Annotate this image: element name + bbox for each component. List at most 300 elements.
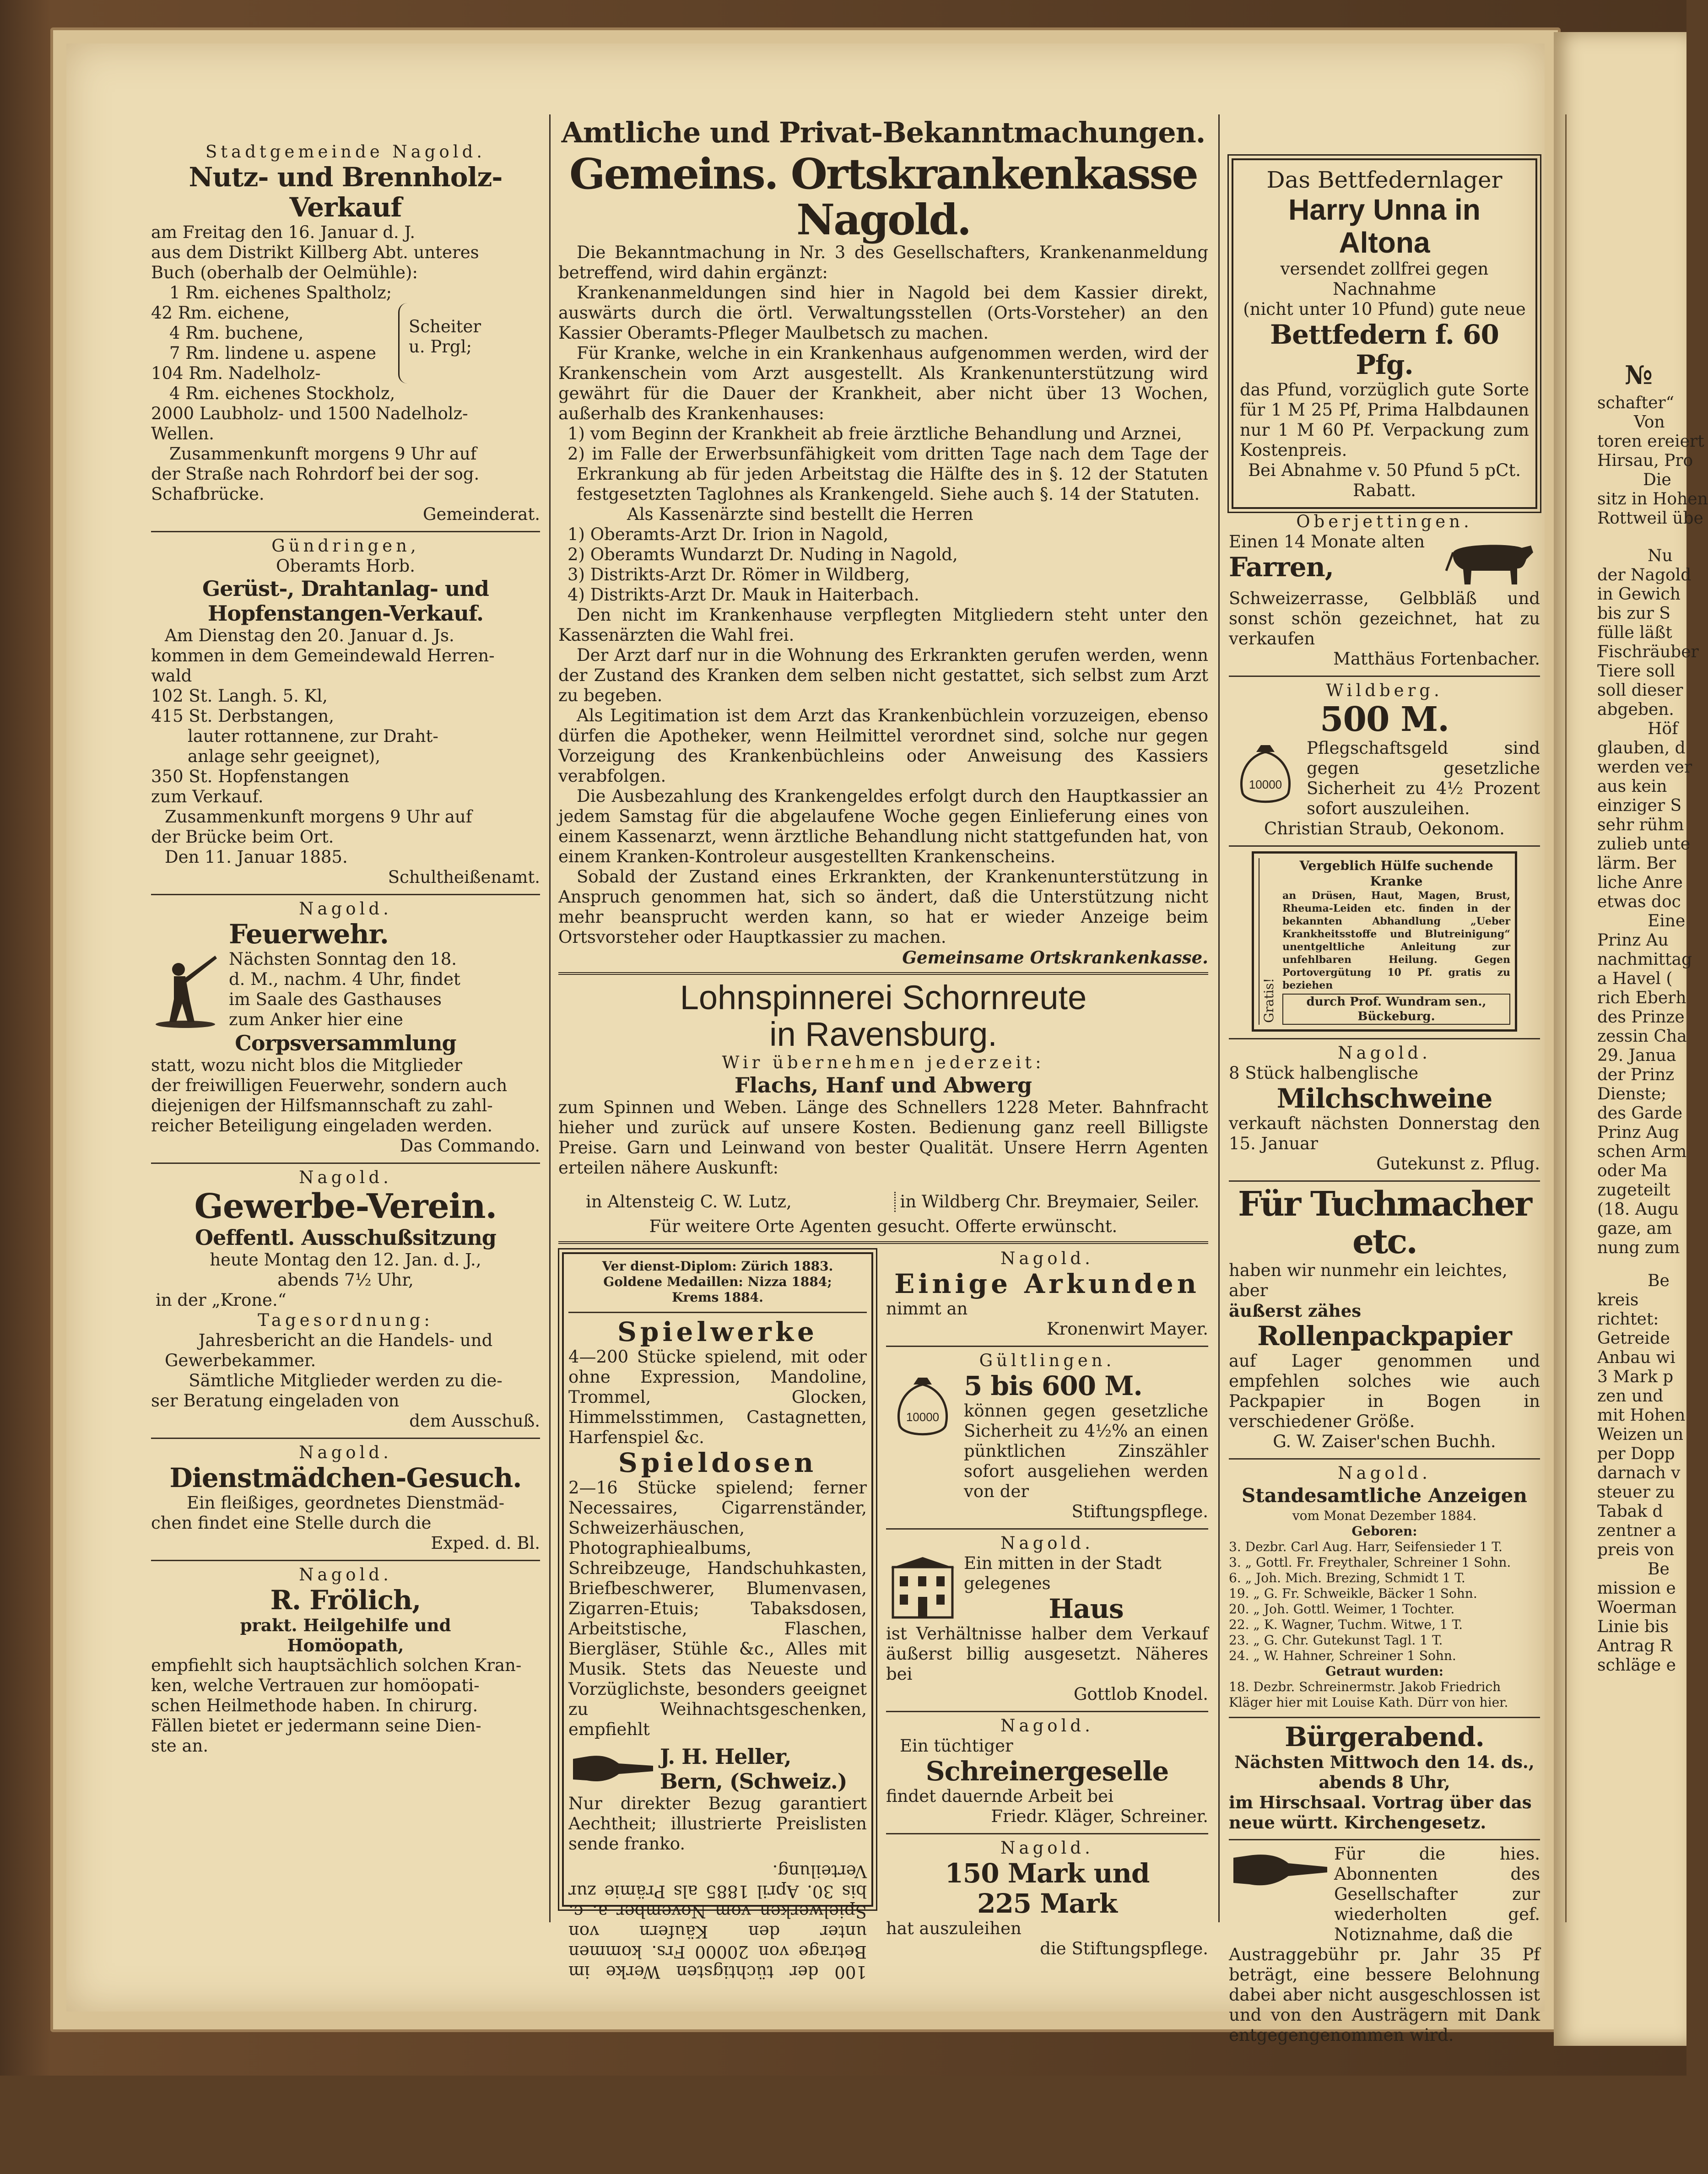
notice-place: Nagold. (299, 1168, 392, 1187)
text-line: oder Ma (1597, 1162, 1667, 1180)
signature: G. W. Zaiser'schen Buchh. (1273, 1432, 1496, 1451)
notice-title: 500 M. (1320, 700, 1449, 739)
text-line: Eine (1648, 912, 1686, 930)
ad-title: Spieldosen (618, 1447, 817, 1478)
divider (558, 972, 1208, 975)
notice-sub: Oberamts Horb. (276, 556, 416, 576)
text-line: sitz in Hohen (1597, 490, 1708, 508)
notice-sub: Homöopath, (287, 1635, 404, 1655)
text-line: im Saale des Gasthauses (229, 990, 442, 1009)
paragraph: 2) Oberamts Wundarzt Dr. Nuding in Nagold, (568, 545, 958, 564)
notice-title: Gerüst-, Drahtanlag- und Hopfenstangen-Verkauf. (202, 576, 489, 626)
paragraph: Als Kassenärzte sind bestellt die Herren (627, 504, 973, 524)
list-item: 6. „ Joh. Mich. Brezing, Schmidt 1 T. (1229, 1570, 1465, 1585)
text-line: d. M., nachm. 4 Uhr, findet (229, 969, 460, 989)
text-line: Jahresbericht an die Handels- und (198, 1330, 493, 1350)
text-line: fülle läßt (1597, 623, 1672, 642)
ad-sub: Wir übernehmen jederzeit: (722, 1053, 1045, 1072)
text-line: Prinz Aug (1597, 1123, 1679, 1142)
text-line: Am Dienstag den 20. Januar d. Js. (165, 626, 454, 645)
text-line: steuer zu (1597, 1483, 1675, 1502)
text-line: sehr rühm (1597, 816, 1684, 834)
paragraph: Sobald der Zustand eines Erkrankten, der Krankenunterstützung in Anspruch genommen hat, sich so ändert, daß die Unterstützung nicht mehr beansprucht werden kann, so hat er wieder Anzeige beim Ortsvorsteher oder Hauptkassier zu machen. (558, 867, 1208, 947)
spielwerke-ad (562, 1252, 873, 1982)
text-line: zessin Cha (1597, 1027, 1687, 1046)
text-line: heute Montag den 12. Jan. d. J., (210, 1250, 481, 1270)
text-line: abgeben. (1597, 700, 1674, 719)
text-line: des Prinze (1597, 1008, 1685, 1027)
notice-title: 5 bis 600 M. (964, 1370, 1142, 1401)
text-line: Prinz Au (1597, 931, 1669, 950)
divider (151, 1438, 540, 1439)
text-line: abends 8 Uhr, (1319, 1772, 1450, 1792)
kasse-title: Gemeins. Ortskrankenkasse Nagold. (569, 149, 1197, 244)
text-line: Buch (oberhalb der Oelmühle): (151, 263, 418, 282)
text-line: 8 Stück halbenglische (1229, 1063, 1419, 1083)
ad-title: in Ravensburg. (769, 1015, 997, 1053)
text-line: hat auszuleihen (886, 1919, 1022, 1938)
ad-title: Das Bettfedernlager (1266, 167, 1503, 193)
text-line: rich Eberh (1597, 989, 1686, 1007)
text-line: am Freitag den 16. Januar d. J. (151, 222, 416, 242)
notice-title: Dienstmädchen-Gesuch. (169, 1462, 522, 1493)
text-line: des Garde (1597, 1104, 1683, 1123)
signature: Gemeinderat. (422, 504, 540, 524)
firm-row (568, 1744, 867, 1794)
text-line: 4 Rm. buchene, (169, 323, 304, 343)
text-line: zulieb unte (1597, 835, 1691, 854)
text-line: Zusammenkunft morgens 9 Uhr auf (169, 444, 477, 464)
ad-foot: Für weitere Orte Agenten gesucht. Offerte erwünscht. (649, 1217, 1118, 1236)
small-ads (886, 1249, 1208, 1959)
text-line: anlage sehr geeignet), (188, 746, 381, 766)
text-line: Den 11. Januar 1885. (165, 847, 348, 867)
ad-text: zum Spinnen und Weben. Länge des Schnellers 1228 Meter. Bahnfracht hieher und zurück auf unsere Kosten. Bedienung ganz reell Billigste Preise. Garn und Leinwand von bester Qualität. Unsere Herrn Agenten erteilen nähere Auskunft: (558, 1098, 1208, 1178)
text-line: Rabatt. (1352, 481, 1416, 500)
text-line: per Dopp (1597, 1444, 1675, 1463)
list-item: 18. Dezbr. Schreinermstr. Jakob Friedrich Kläger hier mit Louise Kath. Dürr von hier. (1229, 1679, 1508, 1710)
text-line: Wellen. (151, 424, 215, 443)
notice-body (151, 626, 540, 867)
ad-text: ist Verhältnisse halber dem Verkauf äußerst billig ausgesetzt. Näheres bei (886, 1624, 1208, 1684)
side-label: Gratis! (1259, 858, 1279, 1025)
ad-text: an Drüsen, Haut, Magen, Brust, Rheuma-Leiden etc. finden in der bekannten Abhandlung „Ueber Krankheitsstoffe und Blutreinigung“ unentgeltliche Anleitung zur unfehlbaren Heilung. Gegen Portovergütung 10 Pf. gratis zu beziehen (1282, 890, 1510, 991)
text-line: in der „Krone.“ (156, 1290, 286, 1310)
notice-sub: vom Monat Dezember 1884. (1292, 1508, 1477, 1523)
text-line: Schafbrücke. (151, 484, 265, 504)
text-line: werden ver (1597, 758, 1692, 777)
signature: Gottlob Knodel. (1073, 1684, 1208, 1704)
text-line: toren ereiert (1597, 432, 1704, 451)
text-line: 7 Rm. lindene u. aspene (169, 343, 377, 363)
paragraph: Krankenanmeldungen sind hier in Nagold bei dem Kassier direkt, auswärts durch die örtl. Verwaltungsstellen (Orts-Vorsteher) an den Kassier Oberamts-Pfleger Maulbetsch zu machen. (558, 283, 1208, 343)
text-line: findet dauernde Arbeit bei (886, 1786, 1113, 1806)
text-line: diejenigen der Hilfsmannschaft zu zahl- (151, 1096, 493, 1115)
text-line: 3 Mark p (1597, 1368, 1674, 1386)
list-item: 3. Dezbr. Carl Aug. Harr, Seifensieder 1 T. (1229, 1539, 1503, 1554)
house-block (886, 1553, 1208, 1624)
text-line: 42 Rm. eichene, (151, 303, 290, 323)
money-bag-icon (1229, 738, 1307, 819)
notice-title: 225 Mark (977, 1888, 1117, 1919)
text-line: Ein fleißiges, geordnetes Dienstmäd- (186, 1493, 505, 1513)
signature: durch Prof. Wundram sen., Bückeburg. (1282, 994, 1510, 1025)
paragraph: Als Legitimation ist dem Arzt das Krankenbüchlein vorzuzeigen, ebenso dürfen die Apotheker, wenn Heilmittel verordnet sind, solche nur gegen Vorzeigung des Krankenbüchleins oder Anweisung des Kassiers verabfolgen. (558, 706, 1208, 786)
notice-title: Milchschweine (1276, 1083, 1492, 1114)
paragraph: Die Ausbezahlung des Krankengeldes erfolgt durch den Hauptkassier an jedem Samstag für die abgelaufene Woche gegen Einlieferung eines von einem Kassenarzt, wenn ärztliche Behandlung nicht stattgefunden hat, von einem Kranken-Kontroleur ausgestellten Krankenscheins. (558, 786, 1208, 866)
notice-place: Nagold. (299, 1443, 392, 1462)
divider (151, 531, 540, 532)
text-line: zentner a (1597, 1521, 1676, 1540)
text-line: bis zur S (1597, 604, 1670, 623)
text-line: gaze, am (1597, 1219, 1672, 1238)
bracket-label: Scheiter u. Prgl; (398, 303, 490, 384)
text-line: ken, welche Vertrauen zur homöopati- (151, 1676, 480, 1695)
text-line: ser Beratung eingeladen von (151, 1391, 400, 1411)
list-item: 23. „ G. Chr. Gutekunst Tagl. 1 T. (1229, 1633, 1443, 1648)
ad-title: Harry Unna in Altona (1288, 193, 1481, 259)
agent-altensteig: in Altensteig C. W. Lutz, (558, 1192, 896, 1212)
text-line: Rottweil übe (1597, 509, 1703, 528)
divider (568, 1312, 867, 1313)
notice-place: Wildberg. (1326, 681, 1443, 700)
notice-body (151, 1055, 540, 1136)
text-line: nachmittag (1597, 950, 1692, 969)
text-line: № (1625, 360, 1652, 390)
signature: Gemeinsame Ortskrankenkasse. (902, 947, 1208, 968)
bracket-group (151, 303, 540, 384)
notice-title: Haus (1049, 1593, 1124, 1624)
text-line: der Straße nach Rohrdorf bei der sog. (151, 464, 480, 484)
award-line: Ver dienst-Diplom: Zürich 1883. (602, 1259, 833, 1274)
ad-text: Schweizerrasse, Gelbbläß und sonst schön gezeichnet, hat zu verkaufen (1229, 589, 1540, 649)
text-line: schläge e (1597, 1656, 1676, 1675)
award-line: Krems 1884. (672, 1290, 763, 1305)
feuerwehr-block (151, 919, 540, 1031)
paragraph: 3) Distrikts-Arzt Dr. Römer in Wildberg, (568, 565, 910, 584)
divider (1229, 1038, 1540, 1039)
text-line: chen findet eine Stelle durch die (151, 1513, 432, 1533)
text-line: Weizen un (1597, 1425, 1684, 1444)
text-line: Be (1648, 1560, 1670, 1579)
text-line: nung zum (1597, 1238, 1680, 1257)
farren-block (1229, 532, 1540, 589)
text-line: richtet: (1597, 1310, 1659, 1329)
text-line: in Gewich (1597, 585, 1681, 604)
list-item: 20. „ Joh. Gottl. Weimer, 1 Tochter. (1229, 1601, 1455, 1617)
kasse-body (558, 243, 1208, 947)
list-item: 19. „ G. Fr. Schweikle, Bäcker 1 Sohn. (1229, 1586, 1477, 1601)
text-line: schen Heilmethode haben. In chirurg. (151, 1696, 478, 1715)
text-line: Bei Abnahme v. 50 Pfund 5 pCt. (1248, 460, 1521, 480)
ad-title: Lohnspinnerei Schornreute (680, 979, 1087, 1017)
text-line: Sämtliche Mitglieder werden zu die- (189, 1371, 503, 1390)
notice-subtitle: Corpsversammlung (235, 1031, 456, 1055)
column-next-page (1597, 357, 1708, 2174)
inverted-text: 100 der tüchtigsten Werke im Betrage von 20000 Frs. kommen unter den Käufern von Spielwerken vom November a. c. bis 30. April 1885 als Prämie zur Verteilung. (568, 1861, 867, 1982)
text-line: Anbau wi (1597, 1348, 1676, 1367)
ad-text: können gegen gesetzliche Sicherheit zu 4½% an einen pünktlichen Zinszähler sofort ausgeliehen werden von der (964, 1401, 1208, 1501)
notice-title: Gewerbe-Verein. (194, 1187, 497, 1226)
text-line: (nicht unter 10 Pfund) gute neue (1243, 299, 1526, 319)
notice-place: Stadtgemeinde Nagold. (205, 142, 486, 162)
notice-title: Rollenpackpapier (1257, 1320, 1512, 1352)
text-line: der freiwilligen Feuerwehr, sondern auch (151, 1076, 508, 1095)
text-line: Woerman (1597, 1598, 1677, 1617)
text-line: etwas doc (1597, 892, 1681, 911)
notice-title: Einige Arkunden (894, 1268, 1200, 1299)
text-line: statt, wozu nicht blos die Mitglieder (151, 1055, 462, 1075)
text-line: Tabak d (1597, 1502, 1663, 1521)
notice-title: Schreinergeselle (925, 1756, 1169, 1787)
signature: die Stiftungspflege. (1040, 1939, 1208, 1958)
list-item: 22. „ K. Wagner, Tuchm. Witwe, 1 T. (1229, 1617, 1463, 1632)
wundram-ad (1252, 851, 1517, 1032)
text-line: Einen 14 Monate alten (1229, 532, 1425, 552)
house-icon (886, 1553, 964, 1624)
text-line: zum Anker hier eine (229, 1010, 403, 1029)
text-line: zum Verkauf. (151, 787, 264, 806)
paragraph: Die Bekanntmachung in Nr. 3 des Gesellschafters, Krankenanmeldung betreffend, wird dahin ergänzt: (558, 243, 1208, 282)
signature: Stiftungspflege. (1071, 1502, 1208, 1521)
ad-goods: Flachs, Hanf und Abwerg (734, 1073, 1032, 1098)
text-line: empfiehlt sich hauptsächlich solchen Kran- (151, 1655, 522, 1675)
signature: Matthäus Fortenbacher. (1333, 649, 1540, 669)
award-line: Goldene Medaillen: Nizza 1884; (603, 1274, 832, 1289)
divider (886, 1833, 1208, 1834)
text-line: Getreide (1597, 1329, 1670, 1348)
agents (558, 1192, 1208, 1212)
column-rule (549, 114, 551, 1922)
ad-text: Nur direkter Bezug garantiert Aechtheit; illustrierte Preislisten sende franko. (568, 1794, 867, 1854)
text-line: zen und (1597, 1387, 1664, 1406)
text-line: ste an. (151, 1736, 209, 1756)
text-line: schen Arm (1597, 1142, 1687, 1161)
text-line: 4 Rm. eichenes Stockholz, (169, 384, 395, 403)
signature: Exped. d. Bl. (431, 1533, 540, 1553)
notice-place: Nagold. (1000, 1533, 1094, 1553)
text-line: Fischräuber (1597, 643, 1699, 661)
divider (1229, 676, 1540, 677)
abo-block (1229, 1844, 1540, 1945)
notice-place: Nagold. (299, 899, 392, 919)
notice-sub: prakt. Heilgehilfe und (240, 1615, 451, 1635)
text-line: mit Hohen (1597, 1406, 1686, 1425)
column-rule (1218, 114, 1220, 1922)
notice-place: Nagold. (1000, 1838, 1094, 1858)
notice-place: Gündringen, (271, 536, 420, 556)
birth-list (1229, 1539, 1540, 1664)
text-line: einziger S (1597, 796, 1682, 815)
firm-city: Bern, (Schweiz.) (660, 1769, 847, 1794)
column-1 (151, 114, 540, 1931)
firefighter-icon (151, 919, 229, 1031)
ad-text: das Pfund, vorzüglich gute Sorte für 1 M 25 Pf, Prima Halbdaunen nur 1 M 60 Pf. Verpackung zum Kostenpreis. (1240, 380, 1529, 460)
text-line: versendet zollfrei gegen Nachnahme (1280, 259, 1489, 299)
notice-title: Bürgerabend. (1285, 1721, 1484, 1752)
paragraph: Den nicht im Krankenhause verpflegten Mitgliedern steht unter den Kassenärzten die Wahl frei. (558, 605, 1208, 645)
paragraph: 4) Distrikts-Arzt Dr. Mauk in Haiterbach. (568, 585, 919, 605)
text-line: Von (1634, 413, 1665, 432)
paragraph: Für Kranke, welche in ein Krankenhaus aufgenommen werden, wird der Krankenschein vom Arzt ausgestellt. Als Krankenunterstützung wird gewährt für die Dauer der Krankheit, aber nicht über 13 Wochen, außerhalb des Krankenhauses: (558, 343, 1208, 423)
text-line: preis von (1597, 1541, 1675, 1559)
text-line: reicher Beteiligung eingeladen werden. (151, 1116, 493, 1136)
text-line: a Havel ( (1597, 969, 1673, 988)
text-line: lärm. Ber (1597, 854, 1676, 873)
clipped-text (1597, 357, 1708, 1675)
divider (558, 1241, 1208, 1244)
divider (151, 894, 540, 895)
notice-title: Für Tuchmacher etc. (1238, 1184, 1531, 1261)
notice-place: Nagold. (1338, 1463, 1431, 1483)
notice-place: Gültlingen. (979, 1351, 1115, 1370)
text-line: (18. Augu (1597, 1200, 1679, 1219)
text-line: 102 St. Langh. 5. Kl, (151, 686, 328, 706)
text-line: Be (1648, 1271, 1670, 1290)
ad-text: verkauft nächsten Donnerstag den 15. Januar (1229, 1114, 1540, 1153)
text-line: kreis (1597, 1291, 1639, 1309)
text-line: 1 Rm. eichenes Spaltholz; (169, 283, 392, 303)
text-line: der Brücke beim Ort. (151, 827, 334, 847)
list-item: 3. „ Gottl. Fr. Freythaler, Schreiner 1 Sohn. (1229, 1555, 1511, 1570)
text-line: 415 St. Derbstangen, (151, 706, 334, 726)
notice-place: Nagold. (1000, 1249, 1094, 1268)
list-item: 24. „ W. Hahner, Schreiner 1 Sohn. (1229, 1648, 1456, 1663)
text-line: aus dem Distrikt Killberg Abt. unteres (151, 243, 479, 262)
paragraph: 1) vom Beginn der Krankheit ab freie ärztliche Behandlung und Arznei, (568, 424, 1182, 443)
text-line: 104 Rm. Nadelholz- (151, 363, 321, 383)
text-line: 2000 Laubholz- und 1500 Nadelholz- (151, 404, 468, 423)
ad-title: Spielwerke (617, 1316, 818, 1347)
text-line: der Nagold (1597, 566, 1692, 584)
section-header: Amtliche und Privat-Bekanntmachungen. (561, 116, 1205, 149)
text-line: Antrag R (1597, 1637, 1672, 1655)
text-line: Nächsten Sonntag den 18. (229, 949, 457, 969)
paragraph: Der Arzt darf nur in die Wohnung des Erkrankten gerufen werden, wenn der Zustand des Kranken dem selben nicht gestattet, sich selbst zum Arzt zu begeben. (558, 645, 1208, 705)
signature: Kronenwirt Mayer. (1046, 1319, 1208, 1339)
notice-place: Nagold. (1000, 1716, 1094, 1736)
text-line: darnach v (1597, 1464, 1681, 1482)
notice-place: Nagold. (299, 1565, 392, 1585)
text-line: zugeteilt (1597, 1181, 1670, 1200)
text-line: 350 St. Hopfenstangen (151, 767, 349, 786)
firm-name: J. H. Heller, (660, 1744, 791, 1769)
divider (886, 1346, 1208, 1347)
signature: Das Commando. (400, 1136, 540, 1156)
pointing-hand-icon (1229, 1844, 1334, 1945)
text-line: liche Anre (1597, 873, 1683, 892)
text-line: schafter“ (1597, 394, 1674, 412)
text-line: Linie bis (1597, 1617, 1669, 1636)
notice-body (151, 1493, 540, 1533)
text-line: nimmt an (886, 1299, 968, 1319)
ad-text: 2—16 Stücke spielend; ferner Necessaires, Cigarrenständer, Schweizerhäuschen, Photographiealbums, Schreibzeuge, Handschuhkasten, Briefbeschwerer, Blumenvasen, Zigarren-Etuis; Tabaksdosen, Arbeitstische, Flaschen, Biergläser, Stühle &c., Alles mit Musik. Stets das Neueste und Vorzüglichste, besonders geeignet zu Weihnachtsgeschenken, empfiehlt (568, 1478, 867, 1739)
text-line: kommen in dem Gemeindewald Herren- (151, 646, 495, 665)
ad-text: 4—200 Stücke spielend, mit oder ohne Expression, Mandoline, Trommel, Glocken, Himmelsstimmen, Castagnetten, Harfenspiel &c. (568, 1347, 867, 1447)
lohnspinnerei-ad (558, 979, 1208, 1237)
divider (151, 1560, 540, 1561)
divider (1229, 1180, 1540, 1182)
ad-text: Pflegschaftsgeld sind gegen gesetzliche Sicherheit zu 4½ Prozent sofort auszuleihen. (1307, 738, 1540, 818)
page-gutter (1565, 114, 1567, 1922)
divider (886, 1528, 1208, 1530)
notice-title: Standesamtliche Anzeigen (1242, 1484, 1527, 1507)
notice-title: 150 Mark und (945, 1858, 1150, 1889)
text-line: der Prinz (1597, 1065, 1675, 1084)
text-line: abends 7½ Uhr, (277, 1270, 414, 1290)
money-block (886, 1371, 1208, 1502)
text-line: Nächsten Mittwoch den 14. ds., (1234, 1752, 1535, 1772)
text-line: haben wir nunmehr ein leichtes, aber (1229, 1260, 1508, 1300)
column-3 (1229, 114, 1540, 2045)
paragraph: 2) im Falle der Erwerbsunfähigkeit vom dritten Tage nach dem Tage der Erkrankung ab für jeden Arbeitstag die Hälfte des in §. 12 der Statuten festgesetzten Taglohnes als Krankengeld. Siehe auch §. 14 der Statuten. (568, 444, 1208, 504)
divider (1229, 845, 1540, 847)
text-line: Nu (1648, 546, 1673, 565)
signature: Christian Straub, Oekonom. (1264, 819, 1505, 838)
text-line: Höf (1648, 719, 1678, 738)
money-bag-icon (886, 1371, 964, 1502)
text-line: glauben, d (1597, 739, 1686, 757)
text-line: Fällen bietet er jedermann seine Dien- (151, 1716, 481, 1736)
text-line: wald (151, 666, 192, 686)
lower-row (558, 1249, 1208, 1982)
text-line: Die (1643, 470, 1671, 489)
text-line: lauter rottannene, zur Draht- (188, 726, 438, 746)
signature: Friedr. Kläger, Schreiner. (991, 1806, 1208, 1826)
notice-title: R. Frölich, (270, 1585, 421, 1616)
notice-subtitle: Oeffentl. Ausschußsitzung (195, 1225, 496, 1250)
notice-title: Feuerwehr. (229, 919, 389, 950)
svg-text:10000: 10000 (906, 1410, 940, 1424)
ad-text: Austraggebühr pr. Jahr 35 Pf beträgt, eine bessere Belohnung dabei aber nicht ausgeschlossen ist und von den Austrägern mit Dank entgegengenommen wird. (1229, 1945, 1540, 2045)
bettfedern-ad (1232, 158, 1537, 509)
signature: Schultheißenamt. (388, 867, 540, 887)
pointing-hand-icon (568, 1747, 660, 1790)
notice-body (151, 1655, 540, 1756)
text-line: mission e (1597, 1579, 1676, 1598)
notice-place: Oberjettingen. (1296, 512, 1473, 531)
text-line: Ein mitten in der Stadt gelegenes (964, 1553, 1162, 1593)
divider (1229, 1458, 1540, 1460)
signature: dem Ausschuß. (409, 1411, 540, 1431)
signature: Gutekunst z. Pflug. (1376, 1154, 1540, 1174)
ad-text: auf Lager genommen und empfehlen solches wie auch Packpapier in Bogen in verschiedener Größe. (1229, 1351, 1540, 1431)
divider (1229, 1839, 1540, 1840)
money-block (1229, 738, 1540, 819)
paragraph: 1) Oberamts-Arzt Dr. Irion in Nagold, (568, 525, 889, 544)
text-line: Tagesordnung: (258, 1310, 433, 1330)
divider (151, 1163, 540, 1164)
divider (886, 1711, 1208, 1712)
text-line: im Hirschsaal. Vortrag über das neue württ. Kirchengesetz. (1229, 1792, 1532, 1833)
agent-wildberg: in Wildberg Chr. Breymaier, Seiler. (900, 1192, 1200, 1211)
notice-title: Nutz- und Brennholz-Verkauf (189, 162, 503, 223)
section-heading: Geboren: (1351, 1524, 1417, 1539)
text-line: äußerst zähes (1229, 1301, 1362, 1321)
ad-title: Vergeblich Hülfe suchende Kranke (1299, 858, 1493, 889)
text-line: Tiere soll (1597, 662, 1675, 681)
text-line: soll dieser (1597, 681, 1683, 700)
text-line: Hirsau, Pro (1597, 451, 1693, 470)
svg-text:10000: 10000 (1249, 778, 1282, 791)
text-line: 29. Janua (1597, 1046, 1676, 1065)
column-2 (558, 114, 1208, 1982)
text-line: Ein tüchtiger (900, 1736, 1013, 1756)
text-line: Zusammenkunft morgens 9 Uhr auf (165, 807, 472, 827)
notice-body (151, 222, 540, 504)
notice-place: Nagold. (1338, 1043, 1431, 1063)
notice-title: Farren, (1229, 552, 1334, 583)
